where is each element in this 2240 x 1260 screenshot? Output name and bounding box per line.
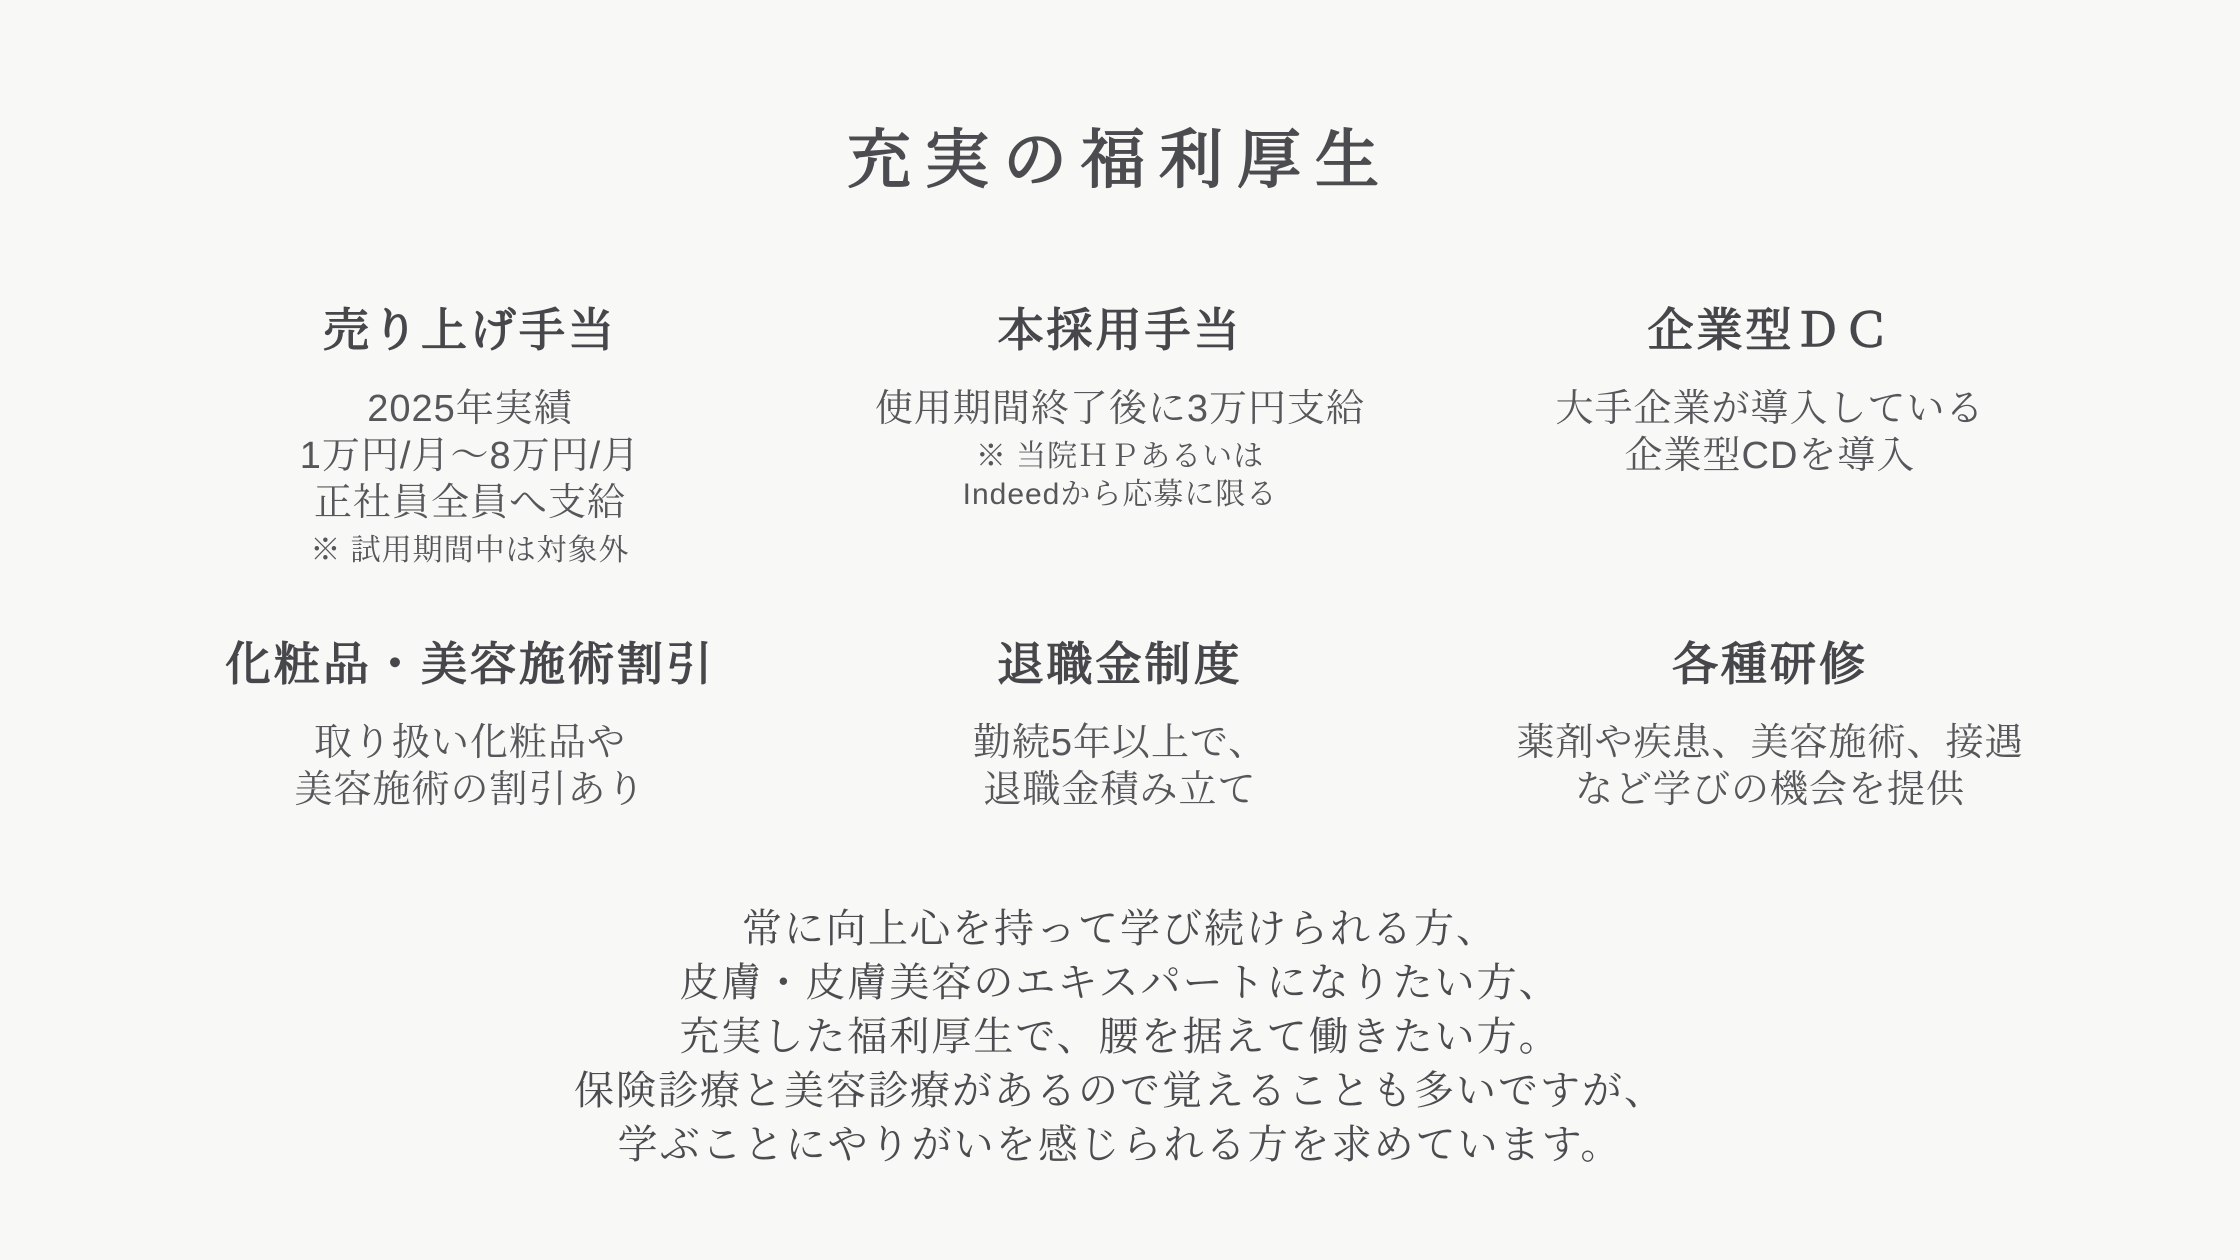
benefit-line: 退職金積み立て <box>983 769 1257 811</box>
benefit-card-training <box>1445 636 2095 814</box>
benefit-line: 1万円/月〜8万円/月 <box>299 435 641 477</box>
benefit-title: 各種研修 <box>1672 638 1868 690</box>
benefit-line: 使用期間終了後に3万円支給 <box>874 388 1366 430</box>
benefit-line: など学びの機会を提供 <box>1574 769 1965 811</box>
page-title: 充実の福利厚生 <box>847 124 1393 196</box>
footer-line: 常に向上心を持って学び続けられる方、 <box>742 907 1498 951</box>
benefits-grid <box>0 302 2240 814</box>
benefit-line: 取り扱い化粧品や <box>313 722 626 764</box>
footer-line: 充実した福利厚生で、腰を据えて働きたい方。 <box>679 1015 1561 1059</box>
footer-message <box>0 902 2240 1172</box>
benefit-title: 化粧品・美容施術割引 <box>225 638 715 690</box>
footer-line: 保険診療と美容診療があるので覚えることも多いですが、 <box>574 1069 1666 1113</box>
benefit-card-retirement-plan <box>795 636 1445 814</box>
benefit-title: 本採用手当 <box>997 304 1243 356</box>
benefit-line: 勤続5年以上で、 <box>972 722 1268 764</box>
benefit-card-cosmetics-discount <box>145 636 795 814</box>
benefit-notes <box>795 438 1445 514</box>
footer-line: 学ぶことにやりがいを感じられる方を求めています。 <box>617 1123 1623 1167</box>
benefit-card-full-hire-allowance <box>795 302 1445 570</box>
benefit-note: Indeedから応募に限る <box>962 478 1278 511</box>
benefit-card-corporate-dc <box>1445 302 2095 570</box>
benefit-line: 企業型CDを導入 <box>1624 435 1916 477</box>
benefit-note: ※ 試用期間中は対象外 <box>310 534 630 567</box>
benefit-title: 企業型ＤＣ <box>1647 304 1893 356</box>
footer-line: 皮膚・皮膚美容のエキスパートになりたい方、 <box>679 961 1561 1005</box>
benefit-notes <box>145 532 795 570</box>
benefit-line: 美容施術の割引あり <box>294 769 646 811</box>
benefit-line: 正社員全員へ支給 <box>313 482 626 524</box>
benefit-card-sales-allowance <box>145 302 795 570</box>
benefit-title: 退職金制度 <box>997 638 1243 690</box>
benefit-line: 2025年実績 <box>367 388 573 430</box>
benefit-note: ※ 当院ＨＰあるいは <box>975 440 1265 473</box>
benefit-title: 売り上げ手当 <box>323 304 617 356</box>
benefit-line: 大手企業が導入している <box>1555 388 1985 430</box>
benefit-line: 薬剤や疾患、美容施術、接遇 <box>1516 722 2024 764</box>
